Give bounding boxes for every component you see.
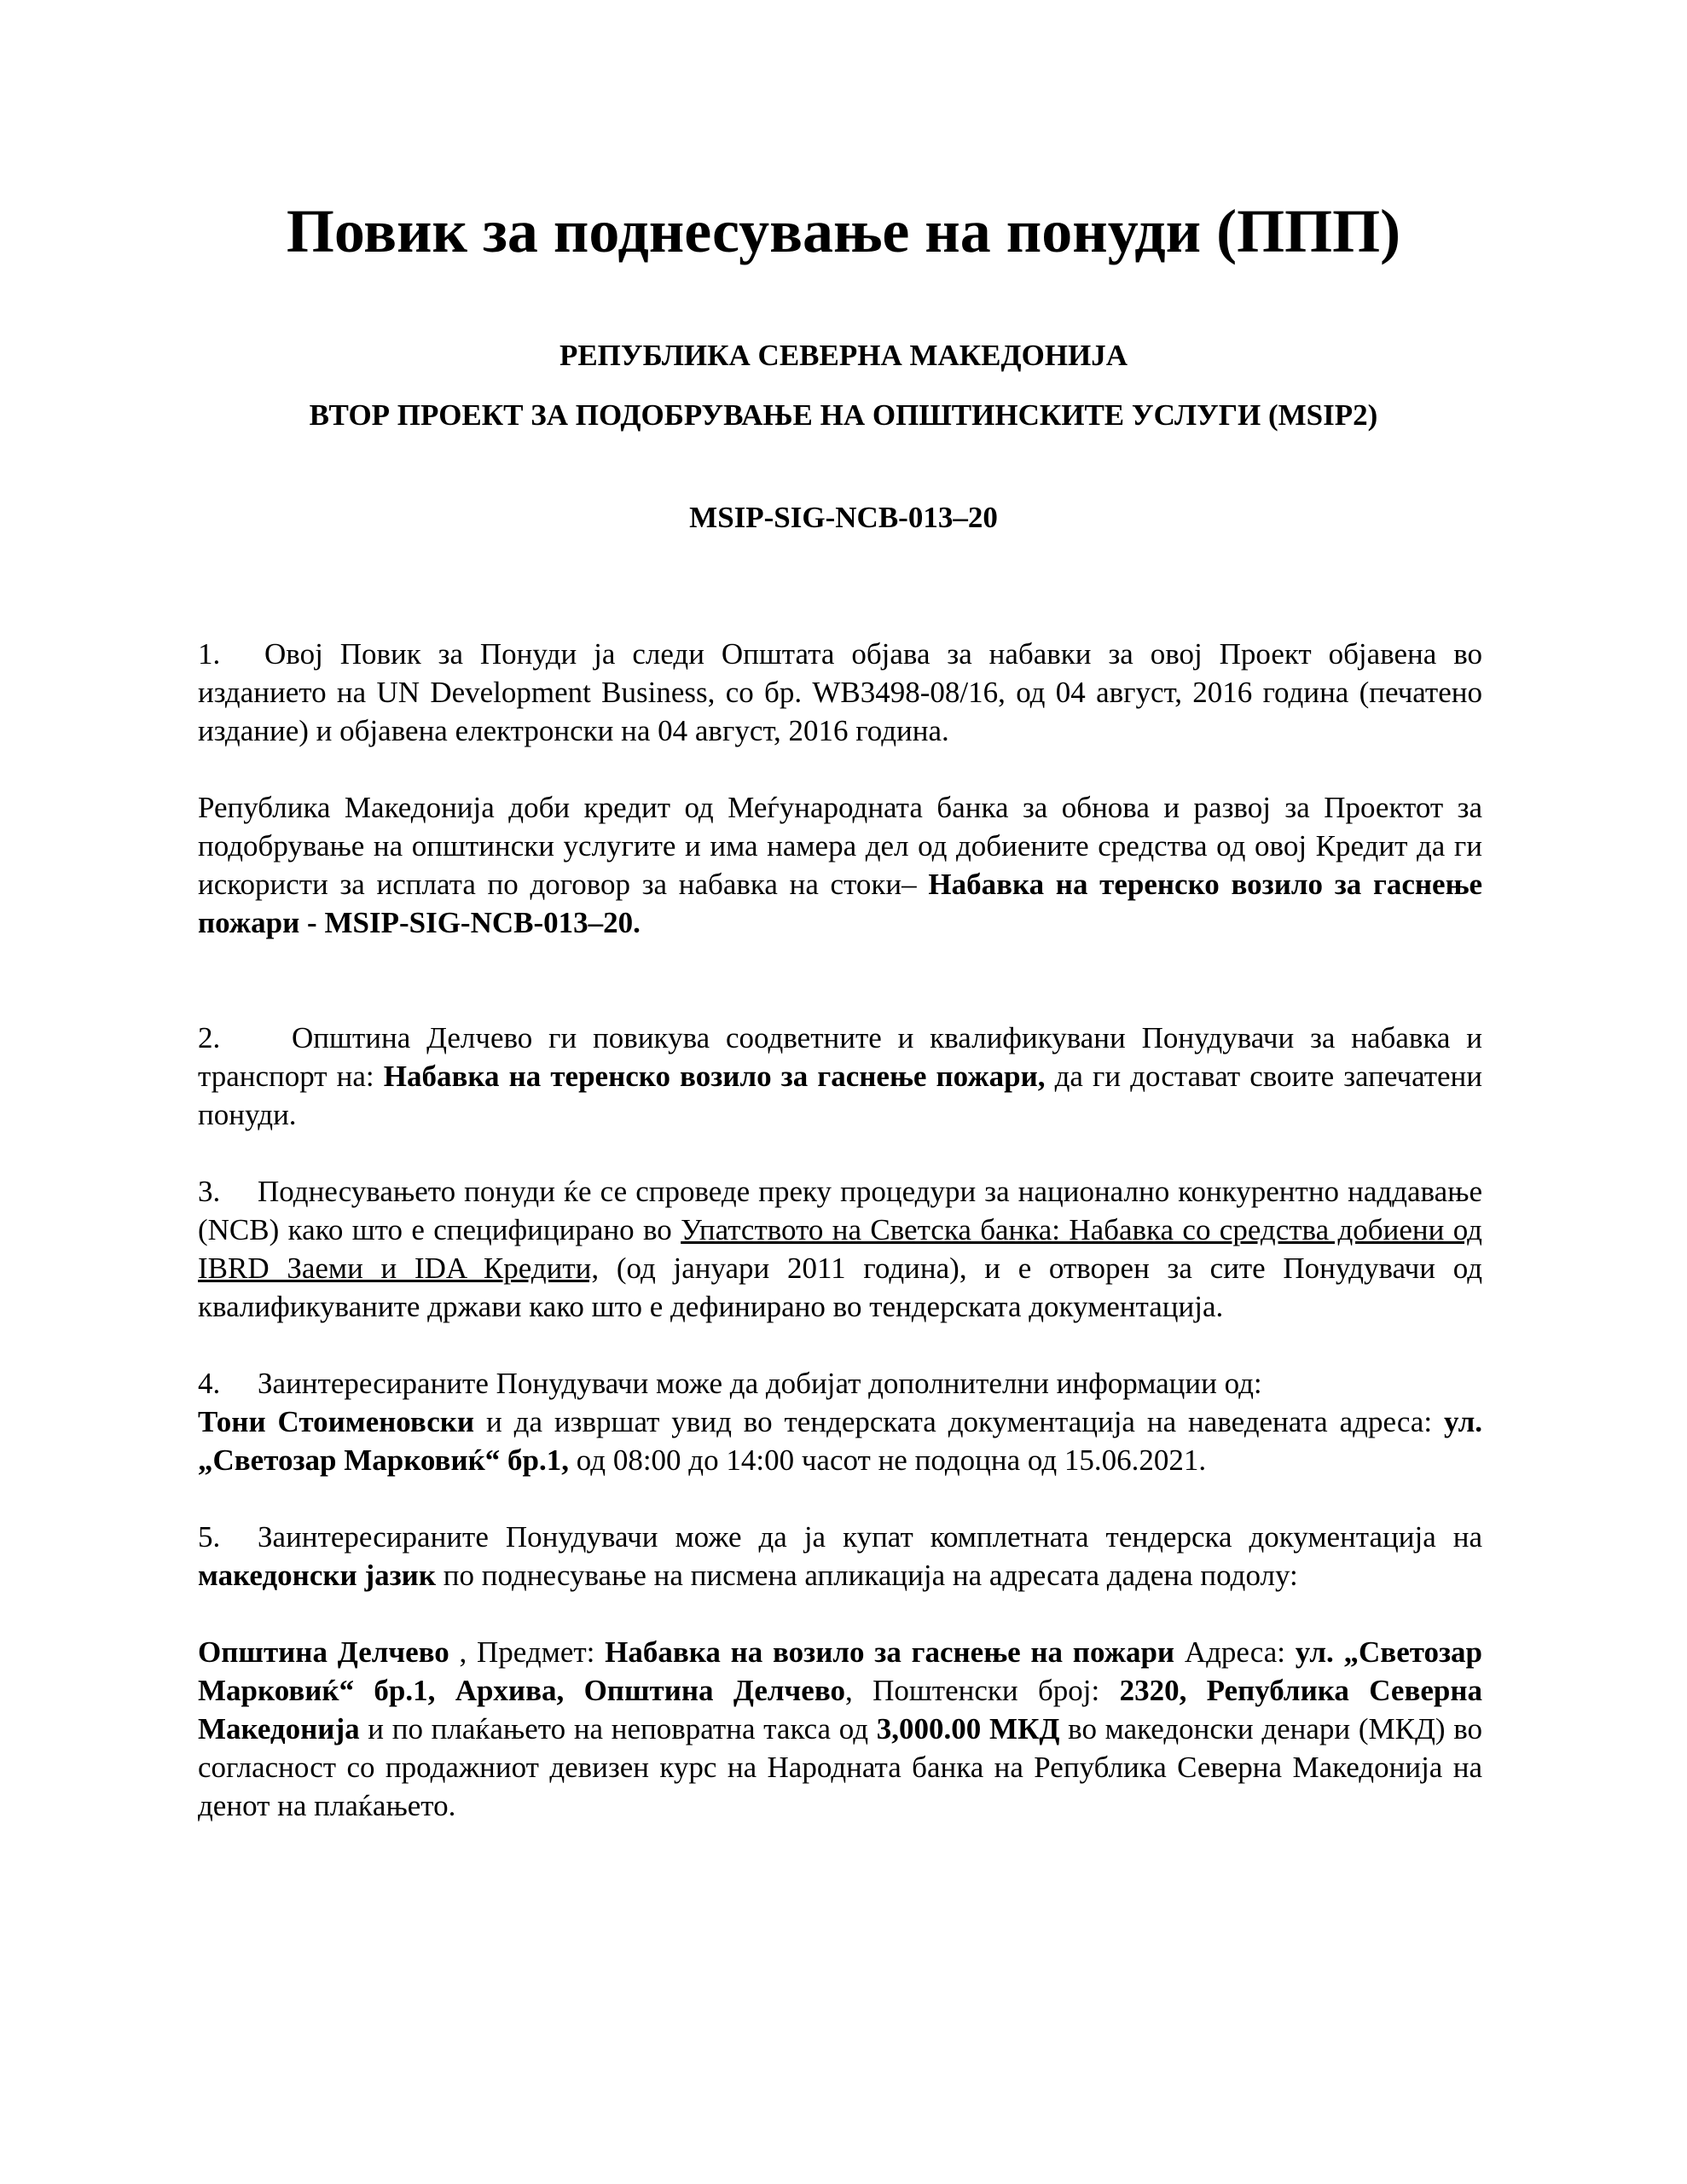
procurement-title: Набавка на теренско возило за гаснење пожари - MSIP-SIG-NCB-013–20. (198, 868, 1482, 939)
paragraph-text: Република Македонија доби кредит од Меѓународната банка за обнова и развој за Проектот за подобрување на општински услугите и има намера дел од добиените средства од овој Кредит да ги искористи за исплата по договор за набавка на стоки– (198, 791, 1482, 901)
paragraph-1 (198, 635, 1482, 750)
paragraph-text: (од јануари 2011 година), и е отворен за сите Понудувачи од квалификуваните држави како што е дефинирано во тендерската документација. (198, 1252, 1482, 1323)
paragraph-text: Адреса: (1174, 1635, 1296, 1669)
project-heading: ВТОР ПРОЕКТ ЗА ПОДОБРУВАЊЕ НА ОПШТИНСКИТЕ УСЛУГИ (MSIP2) (309, 398, 1378, 432)
country-heading: РЕПУБЛИКА СЕВЕРНА МАКЕДОНИЈА (559, 339, 1128, 372)
paragraph-text: , Поштенски број: (845, 1674, 1120, 1707)
subject: Набавка на возило за гаснење на пожари (605, 1635, 1175, 1669)
document-title: Повик за поднесување на понуди (ППП) (286, 197, 1401, 265)
paragraph-2 (198, 1019, 1482, 1134)
paragraph-text: Заинтересираните Понудувачи може да ја купат комплетната тендерска документација на (258, 1520, 1482, 1554)
paragraph-text: , Предмет: (449, 1635, 606, 1669)
paragraph-text: и да извршат увид во тендерската документација на наведената адреса: (474, 1405, 1444, 1438)
paragraph-text: по поднесување на писмена апликација на адресата дадена подолу: (436, 1559, 1298, 1592)
paragraph-4 (198, 1364, 1482, 1403)
paragraph-number: 2. (198, 1021, 221, 1054)
document-body (198, 635, 1482, 1825)
paragraph-text: и по плаќањето на неповратна такса од (359, 1712, 877, 1745)
paragraph-text: Заинтересираните Понудувачи може да добијат дополнителни информации од: (258, 1367, 1262, 1400)
paragraph-text: од 08:00 до 14:00 часот не подоцна од 15.06.2021. (569, 1443, 1207, 1477)
paragraph-5 (198, 1518, 1482, 1594)
procurement-title: Набавка на теренско возило за гаснење пожари, (383, 1060, 1046, 1093)
paragraph-number: 3. (198, 1175, 221, 1208)
paragraph-6 (198, 1633, 1482, 1825)
paragraph-4-cont (198, 1403, 1482, 1479)
paragraph-1b (198, 788, 1482, 942)
guidelines-reference: Упатството на Светска банка: Набавка со средства добиени од IBRD Заеми и IDA Кредити, (198, 1213, 1482, 1285)
paragraph-number: 5. (198, 1520, 221, 1554)
address: ул. „Светозар Марковиќ“ бр.1, Архива, Општина Делчево (198, 1635, 1482, 1707)
contact-person: Тони Стоименовски (198, 1405, 475, 1438)
postal-code: 2320, Република Северна Македонија (198, 1674, 1483, 1745)
paragraph-text: Општина Делчево ги повикува соодветните и квалификувани Понудувачи за набавка и транспорт на: (198, 1021, 1482, 1093)
paragraph-number: 1. (198, 637, 221, 671)
fee-amount: 3,000.00 МКД (876, 1712, 1060, 1745)
paragraph-text: Поднесувањето понуди ќе се спроведе преку процедури за национално конкурентно наддавање (NCB) како што е специфицирано во (198, 1175, 1482, 1246)
paragraph-text: Овој Повик за Понуди ја следи Општата објава за набавки за овој Проект објавена во изданието на UN Development Business, со бр. WB3498-08/16, од 04 август, 2016 година (печатено издание) и објавена електронски на 04 август, 2016 година. (198, 637, 1482, 747)
paragraph-text: да ги достават своите запечатени понуди. (198, 1060, 1483, 1131)
municipality: Општина Делчево (198, 1635, 449, 1669)
paragraph-3 (198, 1172, 1482, 1326)
paragraph-text: во македонски денари (МКД) во согласност со продажниот девизен курс на Народната банка на Република Северна Македонија на денот на плаќањето. (198, 1712, 1482, 1822)
language: македонски јазик (198, 1559, 437, 1592)
reference-code: MSIP-SIG-NCB-013–20 (689, 501, 998, 534)
paragraph-number: 4. (198, 1367, 221, 1400)
address: ул. „Светозар Марковиќ“ бр.1, (198, 1405, 1482, 1477)
